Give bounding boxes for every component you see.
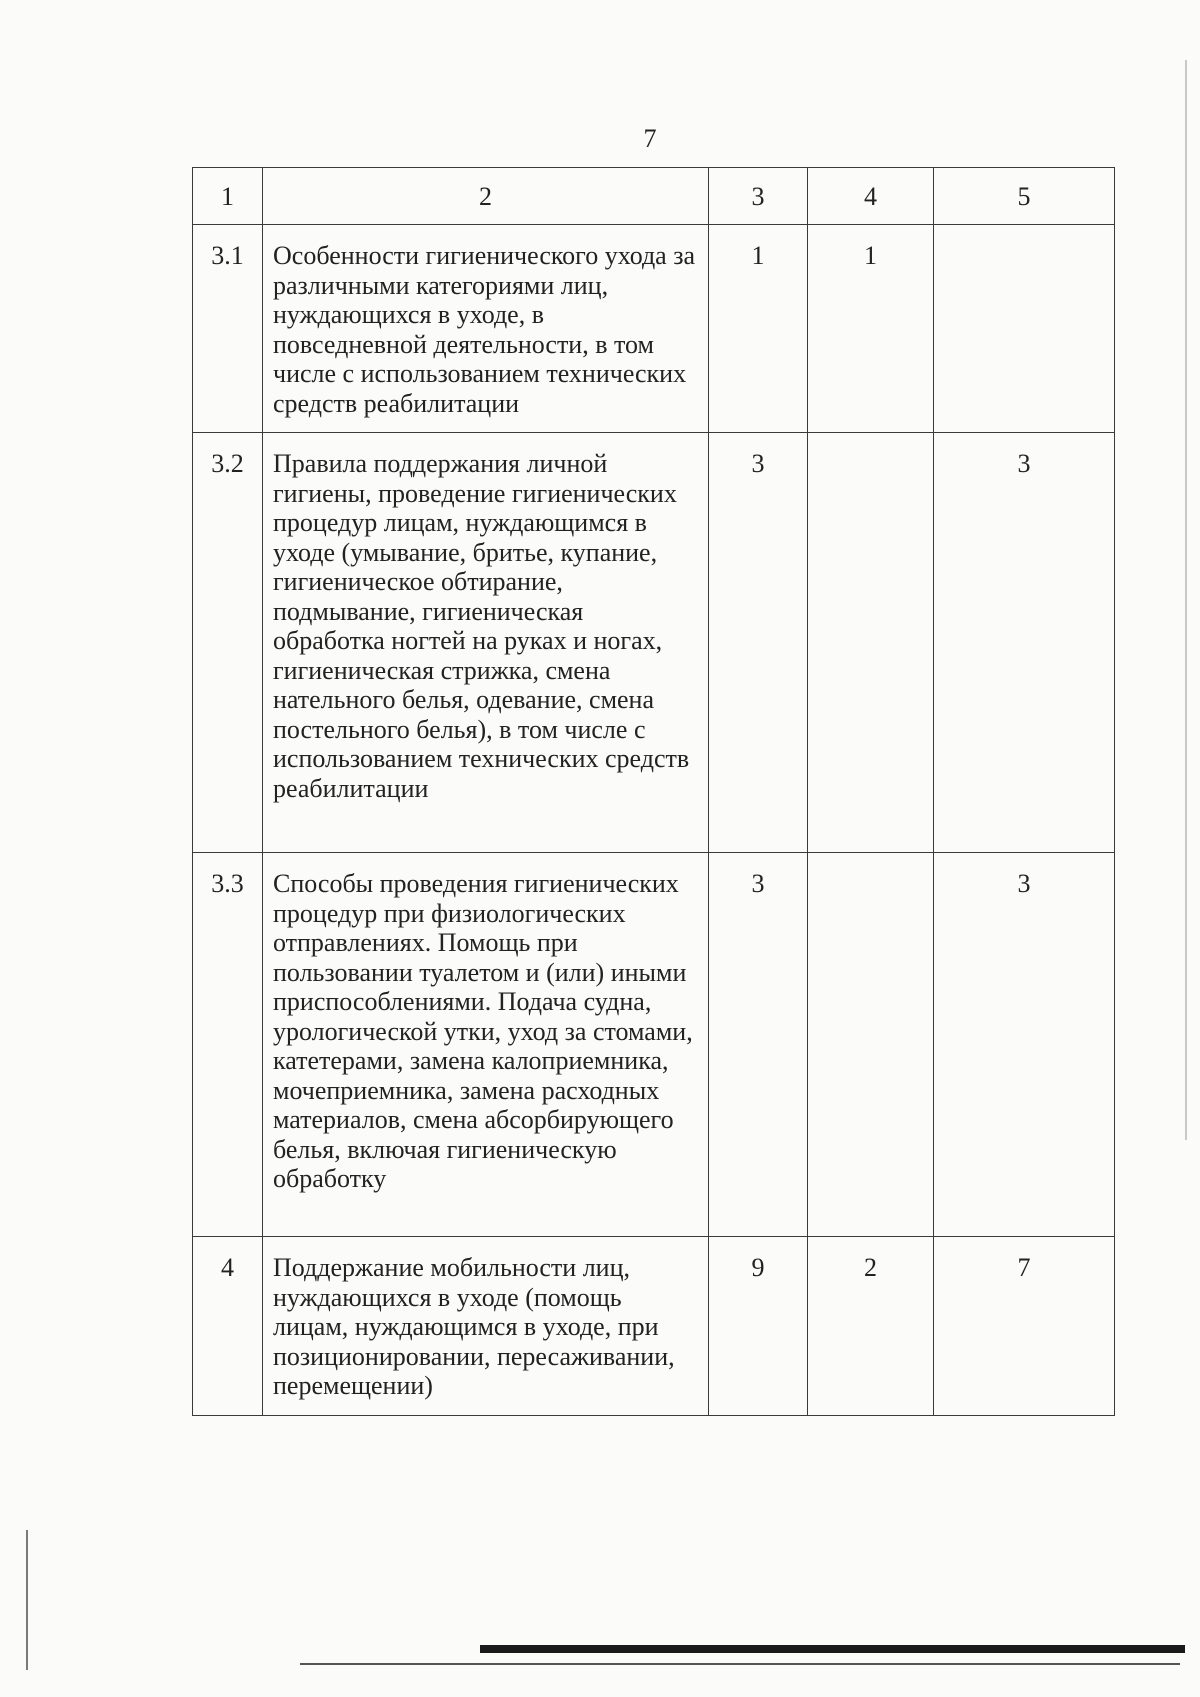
row-description: Способы проведения гигиенических процедур при физиологических отправлениях. Помощь при пользовании туалетом и (или) иными приспособлениями. Подача судна, урологической утки, уход за стомами, катетерами, замена калоприемника, мочеприемника, замена расходных материалов, смена абсорбирующего белья, включая гигиеническую обработку: [263, 853, 709, 1237]
table-row: [193, 853, 1115, 1237]
row-number: 3.2: [193, 433, 263, 853]
table-row: [193, 433, 1115, 853]
row-description: Поддержание мобильности лиц, нуждающихся в уходе (помощь лицам, нуждающимся в уходе, при позиционировании, пересаживании, перемещении): [263, 1237, 709, 1416]
hours-practice: 3: [934, 853, 1115, 1237]
row-description: Правила поддержания личной гигиены, проведение гигиенических процедур лицам, нуждающимся в уходе (умывание, бритье, купание, гигиеническое обтирание, подмывание, гигиеническая обработка ногтей на руках и ногах, гигиеническая стрижка, смена нательного белья, одевание, смена постельного белья), в том числе с использованием технических средств реабилитации: [263, 433, 709, 853]
hours-theory: [808, 433, 934, 853]
hours-total: 9: [709, 1237, 808, 1416]
header-cell: 1: [193, 168, 263, 225]
hours-theory: 2: [808, 1237, 934, 1416]
scan-bottom-line: [300, 1663, 1180, 1665]
header-cell: 2: [263, 168, 709, 225]
page-number: 7: [643, 124, 657, 153]
header-cell: 4: [808, 168, 934, 225]
hours-practice: 7: [934, 1237, 1115, 1416]
row-number: 3.3: [193, 853, 263, 1237]
hours-theory: 1: [808, 225, 934, 433]
hours-total: 3: [709, 853, 808, 1237]
hours-total: 1: [709, 225, 808, 433]
hours-practice: [934, 225, 1115, 433]
table-header-row: [193, 168, 1115, 225]
hours-practice: 3: [934, 433, 1115, 853]
scan-edge-left: [26, 1530, 28, 1670]
hours-total: 3: [709, 433, 808, 853]
row-number: 3.1: [193, 225, 263, 433]
table-row: [193, 1237, 1115, 1416]
row-number: 4: [193, 1237, 263, 1416]
scan-bottom-bar: [480, 1645, 1185, 1653]
curriculum-table: [192, 167, 1115, 1416]
table-row: [193, 225, 1115, 433]
scan-edge-right: [1185, 60, 1187, 1140]
hours-theory: [808, 853, 934, 1237]
header-cell: 3: [709, 168, 808, 225]
row-description: Особенности гигиенического ухода за различными категориями лиц, нуждающихся в уходе, в повседневной деятельности, в том числе с использованием технических средств реабилитации: [263, 225, 709, 433]
header-cell: 5: [934, 168, 1115, 225]
